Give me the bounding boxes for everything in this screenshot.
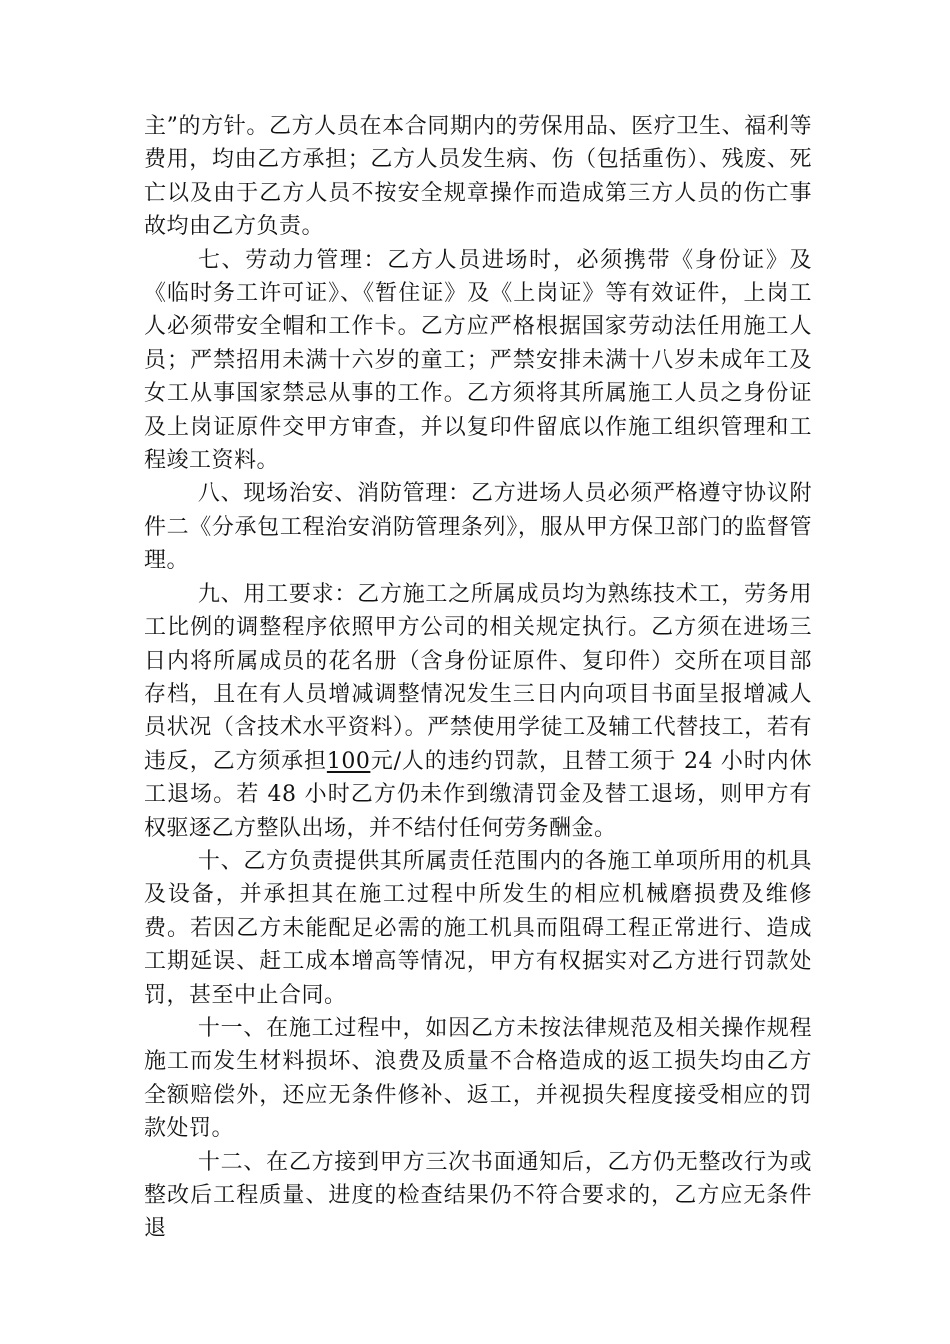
paragraph-rectification-notice: 十二、在乙方接到甲方三次书面通知后，乙方仍无整改行为或整改后工程质量、进度的检查结果仍不符合要求的，乙方应无条件退: [144, 1149, 812, 1242]
paragraph-employment-requirements: [144, 578, 812, 845]
paragraph-security-fire-management: 八、现场治安、消防管理：乙方进场人员必须严格遵守协议附件二《分承包工程治安消防管理条列》，服从甲方保卫部门的监督管理。: [144, 481, 812, 574]
document-body: [144, 110, 812, 1246]
paragraph-employment-text-after: 元/人的违约罚款，且替工须于 24 小时内休工退场。若 48 小时乙方仍未作到缴清罚金及替工退场，则甲方有权驱逐乙方整队出场，并不结付任何劳务酬金。: [144, 748, 812, 841]
paragraph-equipment-responsibility: 十、乙方负责提供其所属责任范围内的各施工单项所用的机具及设备，并承担其在施工过程中所发生的相应机械磨损费及维修费。若因乙方未能配足必需的施工机具而阻碍工程正常进行、造成工期延误、赶工成本增高等情况，甲方有权据实对乙方进行罚款处罚，甚至中止合同。: [144, 848, 812, 1008]
paragraph-continuation: 主”的方针。乙方人员在本合同期内的劳保用品、医疗卫生、福利等费用，均由乙方承担；乙方人员发生病、伤（包括重伤）、残废、死亡以及由于乙方人员不按安全规章操作而造成第三方人员的伤亡事故均由乙方负责。: [144, 114, 812, 240]
penalty-amount: 100: [326, 748, 371, 774]
paragraph-labor-management: 七、劳动力管理：乙方人员进场时，必须携带《身份证》及《临时务工许可证》、《暂住证》及《上岗证》等有效证件，上岗工人必须带安全帽和工作卡。乙方应严格根据国家劳动法任用施工人员；严禁招用未满十六岁的童工；严禁安排未满十八岁未成年工及女工从事国家禁忌从事的工作。乙方须将其所属施工人员之身份证及上岗证原件交甲方审查，并以复印件留底以作施工组织管理和工程竣工资料。: [144, 247, 812, 474]
paragraph-employment-text-before: 九、用工要求：乙方施工之所属成员均为熟练技术工，劳务用工比例的调整程序依照甲方公司的相关规定执行。乙方须在进场三日内将所属成员的花名册（含身份证原件、复印件）交所在项目部存档，且在有人员增减调整情况发生三日内向项目书面呈报增减人员状况（含技术水平资料）。严禁使用学徒工及辅工代替技工，若有违反，乙方须承担: [144, 581, 812, 774]
paragraph-construction-loss: 十一、在施工过程中，如因乙方未按法律规范及相关操作规程施工而发生材料损坏、浪费及质量不合格造成的返工损失均由乙方全额赔偿外，还应无条件修补、返工，并视损失程度接受相应的罚款处罚。: [144, 1015, 812, 1142]
